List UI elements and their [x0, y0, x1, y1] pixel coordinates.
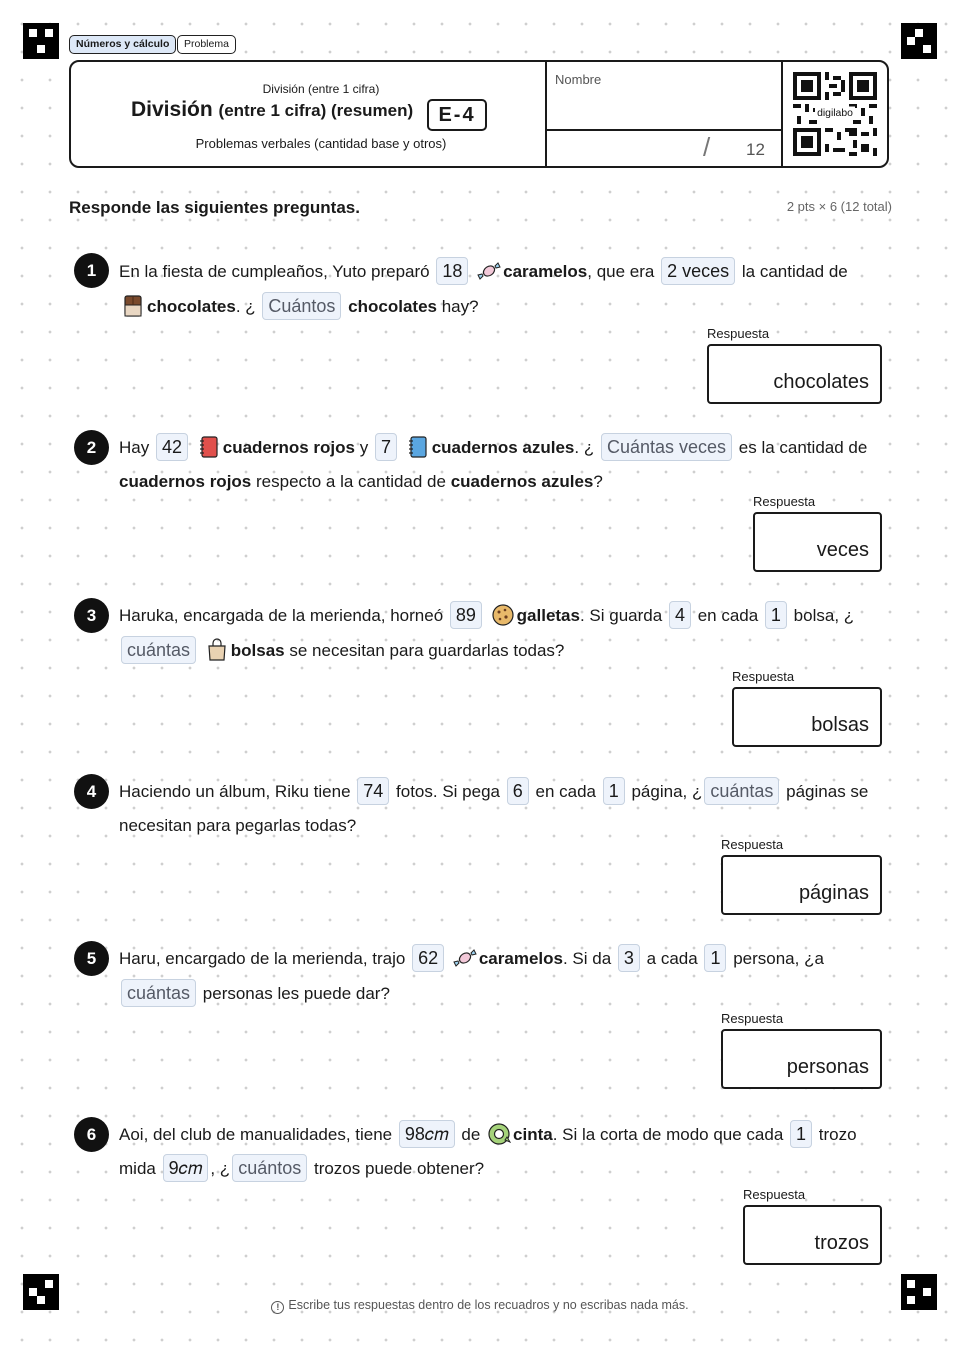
answer-unit: chocolates [773, 371, 869, 393]
bag-icon [205, 638, 229, 662]
worksheet-header [69, 60, 889, 168]
question-1-line-2: chocolates. ¿ Cuántos chocolates hay? [119, 292, 479, 322]
svg-text:digilabo: digilabo [817, 108, 853, 119]
answer-box-5[interactable] [721, 1029, 882, 1089]
question-3-line-1: Haruka, encargada de la merienda, horneó 89 galletas. Si guarda 4 en cada 1 bolsa, ¿ [119, 601, 854, 631]
answer-box-1[interactable] [707, 344, 882, 404]
qr-code-icon [793, 72, 877, 156]
number-box: 1 [704, 944, 726, 972]
name-label: Nombre [555, 72, 602, 87]
chocolate-icon [121, 294, 145, 318]
question-2-line-1: Hay 42 cuadernos rojos y 7 cuadernos azules. ¿ Cuántas veces es la cantidad de [119, 433, 867, 463]
answer-unit: trozos [814, 1232, 869, 1254]
answer-label: Respuesta [732, 669, 795, 684]
number-box: 4 [669, 601, 691, 629]
number-box: 1 [765, 601, 787, 629]
number-box: 18 [436, 257, 468, 285]
corner-marker-top-right [901, 23, 937, 59]
instructions: Responde las siguientes preguntas. [69, 198, 360, 217]
number-box: 62 [412, 944, 444, 972]
question-word-box: Cuántas veces [601, 433, 732, 461]
question-word-box: cuántas [704, 777, 779, 805]
answer-unit: personas [786, 1056, 869, 1078]
question-number: 4 [74, 774, 109, 809]
answer-label: Respuesta [721, 837, 784, 852]
question-word-box: cuántas [121, 979, 196, 1007]
question-word-box: cuántos [232, 1154, 307, 1182]
number-box: 1 [790, 1120, 812, 1148]
name-field[interactable] [547, 92, 779, 128]
question-number: 1 [74, 253, 109, 288]
red-notebook-icon [197, 435, 221, 459]
number-box: 2 veces [661, 257, 735, 285]
number-box: 1 [603, 777, 625, 805]
question-6-line-1: Aoi, del club de manualidades, tiene 98𝑐𝑚 de cinta. Si la corta de modo que cada 1 trozo [119, 1120, 857, 1150]
answer-box-3[interactable] [732, 687, 882, 747]
answer-box-2[interactable] [753, 512, 882, 572]
question-4-line-2: necesitan para pegarlas todas? [119, 816, 357, 835]
number-box: 74 [357, 777, 389, 805]
number-box: 98𝑐𝑚 [399, 1120, 455, 1148]
score-total: 12 [746, 140, 765, 159]
question-number: 5 [74, 941, 109, 976]
blue-notebook-icon [406, 435, 430, 459]
category-tag: Números y cálculo [69, 35, 176, 54]
header-title: División (entre 1 cifra) (resumen) [131, 98, 414, 121]
answer-unit: veces [816, 539, 869, 561]
corner-marker-top-left [23, 23, 59, 59]
number-box: 42 [156, 433, 188, 461]
question-number: 2 [74, 430, 109, 465]
question-number: 6 [74, 1117, 109, 1152]
question-2-line-2: cuadernos rojos respecto a la cantidad de cuadernos azules? [119, 472, 603, 491]
number-box: 9𝑐𝑚 [163, 1154, 209, 1182]
answer-box-6[interactable] [743, 1205, 882, 1265]
number-box: 89 [450, 601, 482, 629]
footer-note: ! Escribe tus respuestas dentro de los recuadros y no escribas nada más. [0, 1298, 960, 1314]
header-subtitle: División (entre 1 cifra) [262, 82, 380, 96]
worksheet-code: E-4 [427, 99, 487, 131]
candy-icon [477, 259, 501, 283]
type-tag: Problema [177, 35, 236, 54]
answer-label: Respuesta [707, 326, 770, 341]
header-topic: Problemas verbales (cantidad base y otros) [195, 136, 447, 151]
question-1-line-1: En la fiesta de cumpleaños, Yuto preparó 18 caramelos, que era 2 veces la cantidad de [119, 257, 848, 287]
question-6-line-2: mida 9𝑐𝑚 , ¿ cuántos trozos puede obtener? [119, 1154, 484, 1184]
info-icon: ! [271, 1301, 284, 1314]
question-3-line-2: cuántas bolsas se necesitan para guardarlas todas? [119, 636, 564, 666]
question-word-box: cuántas [121, 636, 196, 664]
candy-icon [453, 946, 477, 970]
answer-unit: bolsas [811, 714, 869, 736]
answer-label: Respuesta [721, 1011, 784, 1026]
answer-unit: páginas [798, 882, 869, 904]
question-number: 3 [74, 598, 109, 633]
number-box: 7 [375, 433, 397, 461]
points-info: 2 pts × 6 (12 total) [786, 199, 892, 214]
answer-box-4[interactable] [721, 855, 882, 915]
question-5-line-1: Haru, encargado de la merienda, trajo 62 caramelos. Si da 3 a cada 1 persona, ¿a [119, 944, 824, 974]
question-5-line-2: cuántas personas les puede dar? [119, 979, 390, 1009]
question-word-box: Cuántos [262, 292, 341, 320]
number-box: 3 [618, 944, 640, 972]
score-slash: / [703, 132, 711, 162]
cookie-icon [491, 603, 515, 627]
number-box: 6 [507, 777, 529, 805]
answer-label: Respuesta [753, 494, 816, 509]
question-4-line-1: Haciendo un álbum, Riku tiene 74 fotos. Si pega 6 en cada 1 página, ¿ cuántas páginas se [119, 777, 868, 807]
answer-label: Respuesta [743, 1187, 806, 1202]
tape-icon [487, 1122, 511, 1146]
